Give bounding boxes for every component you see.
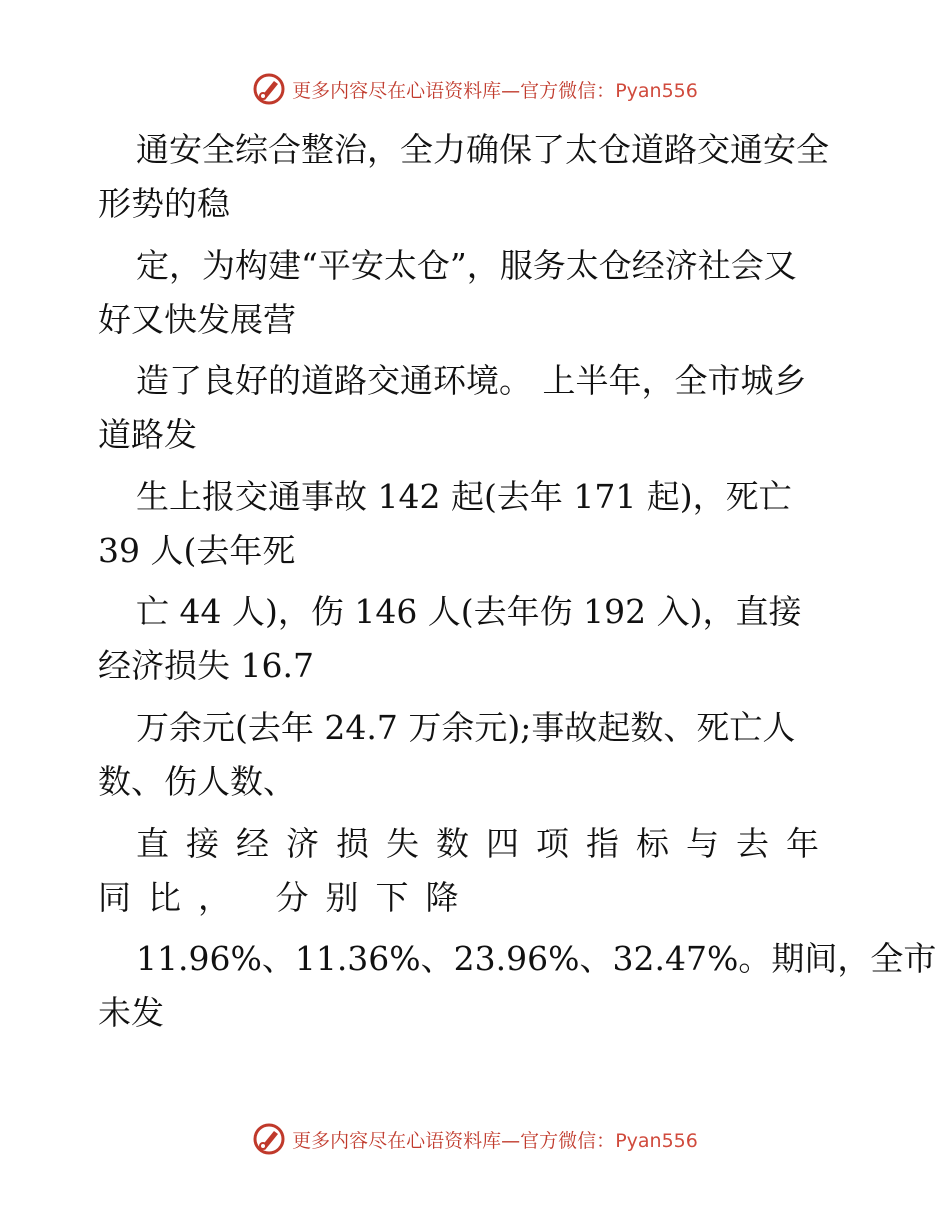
text-line: 形势的稳 xyxy=(98,184,230,223)
banner-site-name: 更多内容尽在心语资料库 xyxy=(292,1129,502,1152)
banner-dash: — xyxy=(501,79,521,102)
text-line: 造了良好的道路交通环境。 上半年，全市城乡 xyxy=(136,361,807,400)
text-line: 定，为构建“平安太仓”，服务太仓经济社会又 xyxy=(136,246,797,285)
banner-dash: — xyxy=(501,1129,521,1152)
banner-wechat-id: Pyan556 xyxy=(615,1129,698,1152)
text-line: 万余元(去年 24.7 万余元);事故起数、死亡人 xyxy=(136,708,796,747)
banner-wechat-id: Pyan556 xyxy=(615,79,698,102)
text-line: 直接经济损失数四项指标与去年 xyxy=(136,824,836,863)
text-line: 生上报交通事故 142 起(去年 171 起)，死亡 xyxy=(136,477,792,516)
banner-text xyxy=(292,76,698,103)
pen-circle-icon xyxy=(252,1122,286,1156)
text-line: 经济损失 16.7 xyxy=(98,646,314,685)
banner-site-name: 更多内容尽在心语资料库 xyxy=(292,79,502,102)
text-line: 39 人(去年死 xyxy=(98,531,296,570)
text-line: 同比， 分别下降 xyxy=(98,878,476,917)
text-line: 数、伤人数、 xyxy=(98,762,296,801)
text-line: 好又快发展营 xyxy=(98,300,296,339)
text-line: 道路发 xyxy=(98,415,197,454)
text-line: 11.96%、11.36%、23.96%、32.47%。期间，全市 xyxy=(136,939,937,978)
banner-text xyxy=(292,1126,698,1153)
text-line: 未发 xyxy=(98,993,164,1032)
text-line: 亡 44 人)，伤 146 人(去年伤 192 入)，直接 xyxy=(136,592,802,631)
banner-wechat-label: 官方微信： xyxy=(520,79,616,102)
footer-banner xyxy=(0,1122,950,1156)
header-banner xyxy=(0,72,950,106)
text-line: 通安全综合整治，全力确保了太仓道路交通安全 xyxy=(136,130,829,169)
banner-wechat-label: 官方微信： xyxy=(520,1129,616,1152)
pen-circle-icon xyxy=(252,72,286,106)
